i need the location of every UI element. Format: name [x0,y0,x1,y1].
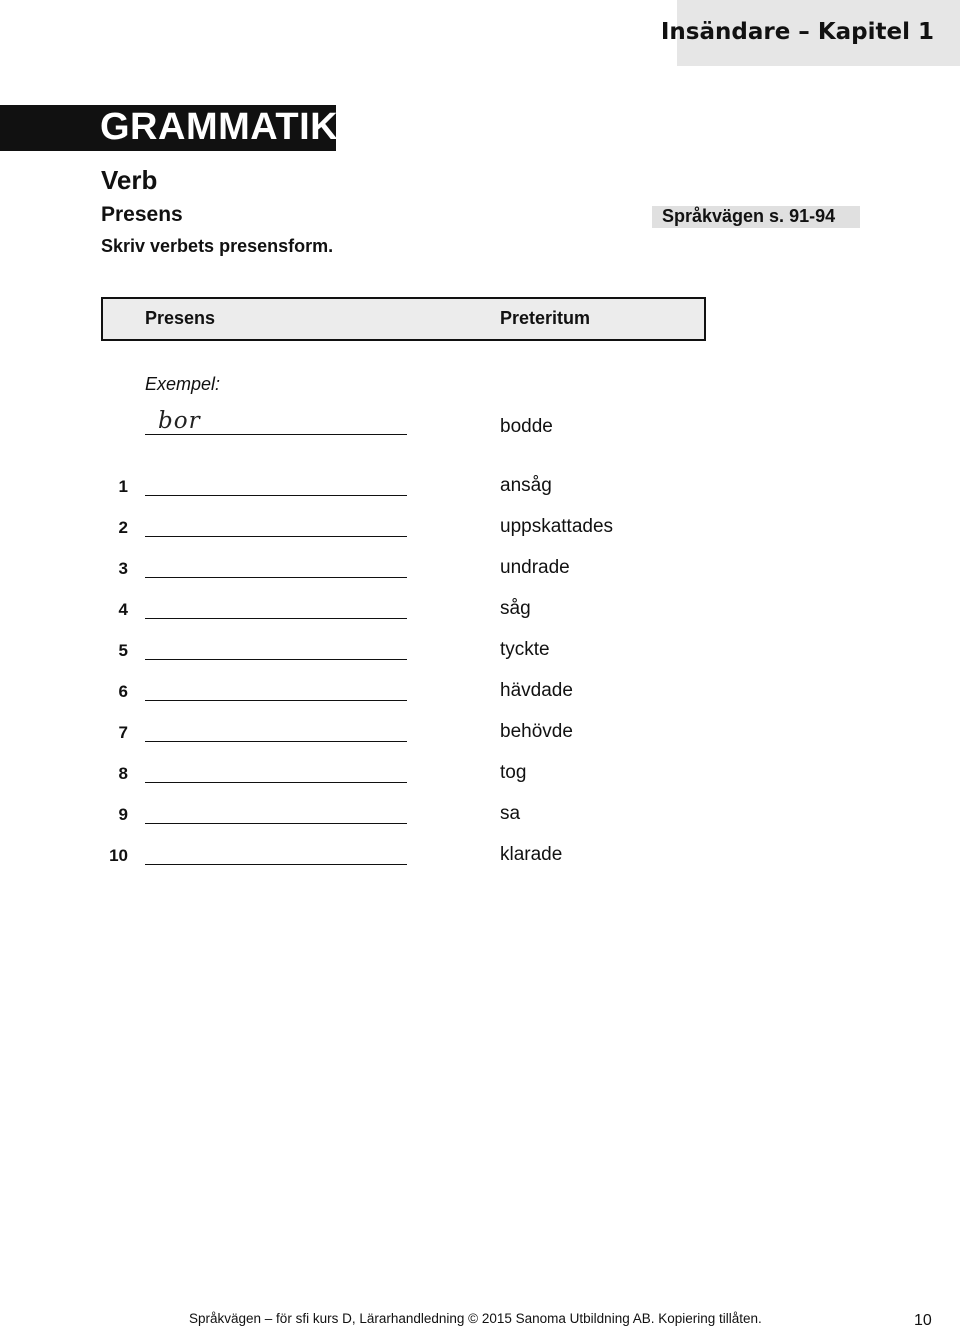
page-number: 10 [914,1312,932,1329]
row-verb: tyckte [500,639,550,660]
row-number: 10 [109,846,128,865]
row-verb: såg [500,598,531,619]
row-number: 6 [118,682,128,701]
answer-line[interactable] [145,700,407,701]
row-verb: sa [500,803,521,824]
chapter-title: Insändare – Kapitel 1 [660,19,934,45]
row-number: 1 [118,477,128,496]
answer-line[interactable] [145,577,407,578]
tense-heading: Presens [101,203,183,226]
example-answer: bor [158,408,201,434]
verb-heading: Verb [101,165,158,195]
row-number: 8 [118,764,128,783]
answer-line[interactable] [145,618,407,619]
row-number: 3 [118,559,128,578]
footer-copyright: Språkvägen – för sfi kurs D, Lärarhandledning © 2015 Sanoma Utbildning AB. Kopiering tillåten. [189,1311,762,1326]
answer-line[interactable] [145,741,407,742]
row-verb: behövde [500,721,573,742]
row-number: 5 [118,641,128,660]
row-verb: undrade [500,557,570,578]
row-number: 7 [118,723,128,742]
example-answer-line [145,434,407,435]
row-verb: klarade [500,844,563,865]
answer-line[interactable] [145,495,407,496]
answer-line[interactable] [145,536,407,537]
column-header-presens: Presens [145,308,216,328]
example-label: Exempel: [145,374,221,394]
row-number: 2 [118,518,128,537]
row-verb: tog [500,762,527,783]
answer-line[interactable] [145,659,407,660]
row-number: 9 [118,805,128,824]
row-number: 4 [118,600,128,619]
answer-line[interactable] [145,782,407,783]
row-verb: ansåg [500,475,552,496]
row-verb: uppskattades [500,516,614,537]
section-title: GRAMMATIK [100,106,339,148]
example-verb: bodde [500,416,553,437]
column-header-preteritum: Preteritum [500,308,591,328]
row-verb: hävdade [500,680,573,701]
answer-line[interactable] [145,823,407,824]
answer-line[interactable] [145,864,407,865]
reference-text: Språkvägen s. 91-94 [662,206,836,226]
instruction-text: Skriv verbets presensform. [101,236,334,256]
